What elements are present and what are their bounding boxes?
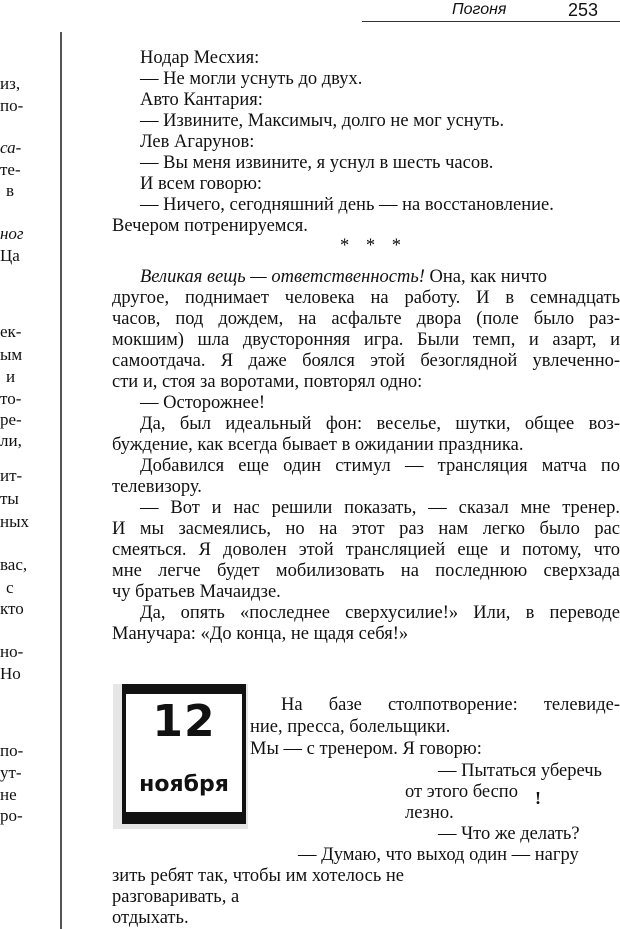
emphasis-text: Великая вещь — ответственность!: [140, 267, 425, 287]
fragment: ных: [0, 512, 30, 531]
text-line: И мы засмеялись, но на этот раз нам легко было рас: [112, 519, 620, 539]
running-header-title: Погоня: [452, 1, 507, 18]
text-line: — Вы меня извините, я уснул в шесть часов.: [140, 153, 494, 173]
fragment: и: [6, 367, 16, 386]
text-line: Да, опять «последнее сверхусилие!» Или, в переводе: [140, 603, 620, 623]
fragment: ро-: [0, 806, 23, 825]
fragment: по-: [0, 741, 24, 760]
text-line: часов, под дождем, на асфальте двора (поле было раз-: [112, 309, 620, 329]
fragment: не: [0, 785, 17, 804]
text-line: — Не могли уснуть до двух.: [140, 69, 363, 89]
text-line: смеяться. Я доволен этой трансляцией еще и потому, что: [112, 540, 620, 560]
text-line: Она, как ничто: [424, 267, 547, 287]
calendar-day: 12: [152, 696, 216, 747]
text-line: мне легче будет мобилизовать на последнюю сверхзада: [112, 561, 620, 581]
text-line: — Пытаться уберечь: [438, 761, 602, 781]
text-line: буждение, как всегда бывает в ожидании праздника.: [112, 435, 524, 455]
text-line: самоотдача. Я даже боялся этой безоглядной увлеченно-: [112, 351, 620, 371]
text-line: — Думаю, что выход один — нагру: [298, 845, 579, 865]
fragment: те-: [0, 160, 21, 179]
fragment: ек-: [0, 322, 22, 341]
text-line: Да, был идеальный фон: веселье, шутки, общее воз-: [140, 414, 620, 434]
text-line: Манучара: «До конца, не щадя себя!»: [112, 624, 409, 644]
fragment: из,: [0, 74, 21, 93]
fragment: ут-: [0, 763, 22, 782]
fragment: вас,: [0, 555, 28, 574]
fragment: но-: [0, 642, 24, 661]
calendar-month: ноября: [139, 772, 229, 797]
section-break: * * *: [340, 236, 407, 256]
text-line: зить ребят так, чтобы им хотелось не: [112, 866, 405, 886]
fragment: по-: [0, 96, 24, 115]
text-line: другое, поднимает человека на работу. И в семнадцать: [112, 288, 620, 308]
text-line: телевизору.: [112, 477, 202, 497]
paragraph-first-line: [140, 267, 547, 288]
text-line: Вечером потренируемся.: [112, 216, 308, 236]
fragment: ым: [0, 345, 23, 364]
text-line: ние, пресса, болельщики.: [250, 717, 451, 737]
text-line: — Извините, Максимыч, долго не мог уснуть.: [140, 111, 505, 131]
fragment: ит-: [0, 466, 23, 485]
text-line: На базе столпотворение: телевиде-: [281, 695, 620, 715]
text-line: разговаривать, а: [112, 887, 240, 907]
text-line: отдыхать.: [112, 908, 189, 928]
fragment: в: [6, 181, 15, 200]
left-page-edge-fragments: [0, 0, 30, 929]
text-line: Авто Кантария:: [140, 90, 263, 110]
fragment: Но: [0, 664, 21, 683]
text-line: от этого беспо: [405, 782, 518, 802]
text-line: Нодар Месхия:: [140, 48, 260, 68]
text-line: Мы — с тренером. Я говорю:: [250, 739, 482, 759]
text-line: мокшим) шла двусторонняя игра. Были темп, и азарт, и: [112, 330, 620, 350]
fragment: кто: [0, 599, 24, 618]
fragment: са-: [0, 138, 22, 157]
text-line: И всем говорю:: [140, 174, 263, 194]
fragment: ног: [0, 224, 24, 243]
text-line: чу братьев Мачаидзе.: [112, 582, 281, 602]
page-number: 253: [568, 0, 599, 20]
text-line: Добавился еще один стимул — трансляция матча по: [140, 456, 620, 476]
text-line: — Ничего, сегодняшний день — на восстановление.: [140, 195, 554, 215]
fragment: ли,: [0, 431, 22, 450]
text-line: — Вот и нас решили показать, — сказал мне тренер.: [140, 498, 620, 518]
fragment: ты: [0, 489, 19, 508]
text-line: лезно.: [405, 803, 454, 823]
fragment: с: [6, 578, 14, 597]
stray-mark: !: [535, 788, 541, 808]
header-rule: [362, 21, 620, 22]
text-line: — Что же делать?: [438, 824, 580, 844]
text-line: — Осторожнее!: [140, 393, 266, 413]
fragment: ре-: [0, 410, 22, 429]
fragment: Ца: [0, 246, 20, 265]
page-gutter: [60, 32, 62, 929]
fragment: то-: [0, 389, 22, 408]
text-line: сти и, стоя за воротами, повторял одно:: [112, 372, 423, 392]
text-line: Лев Агарунов:: [140, 132, 255, 152]
